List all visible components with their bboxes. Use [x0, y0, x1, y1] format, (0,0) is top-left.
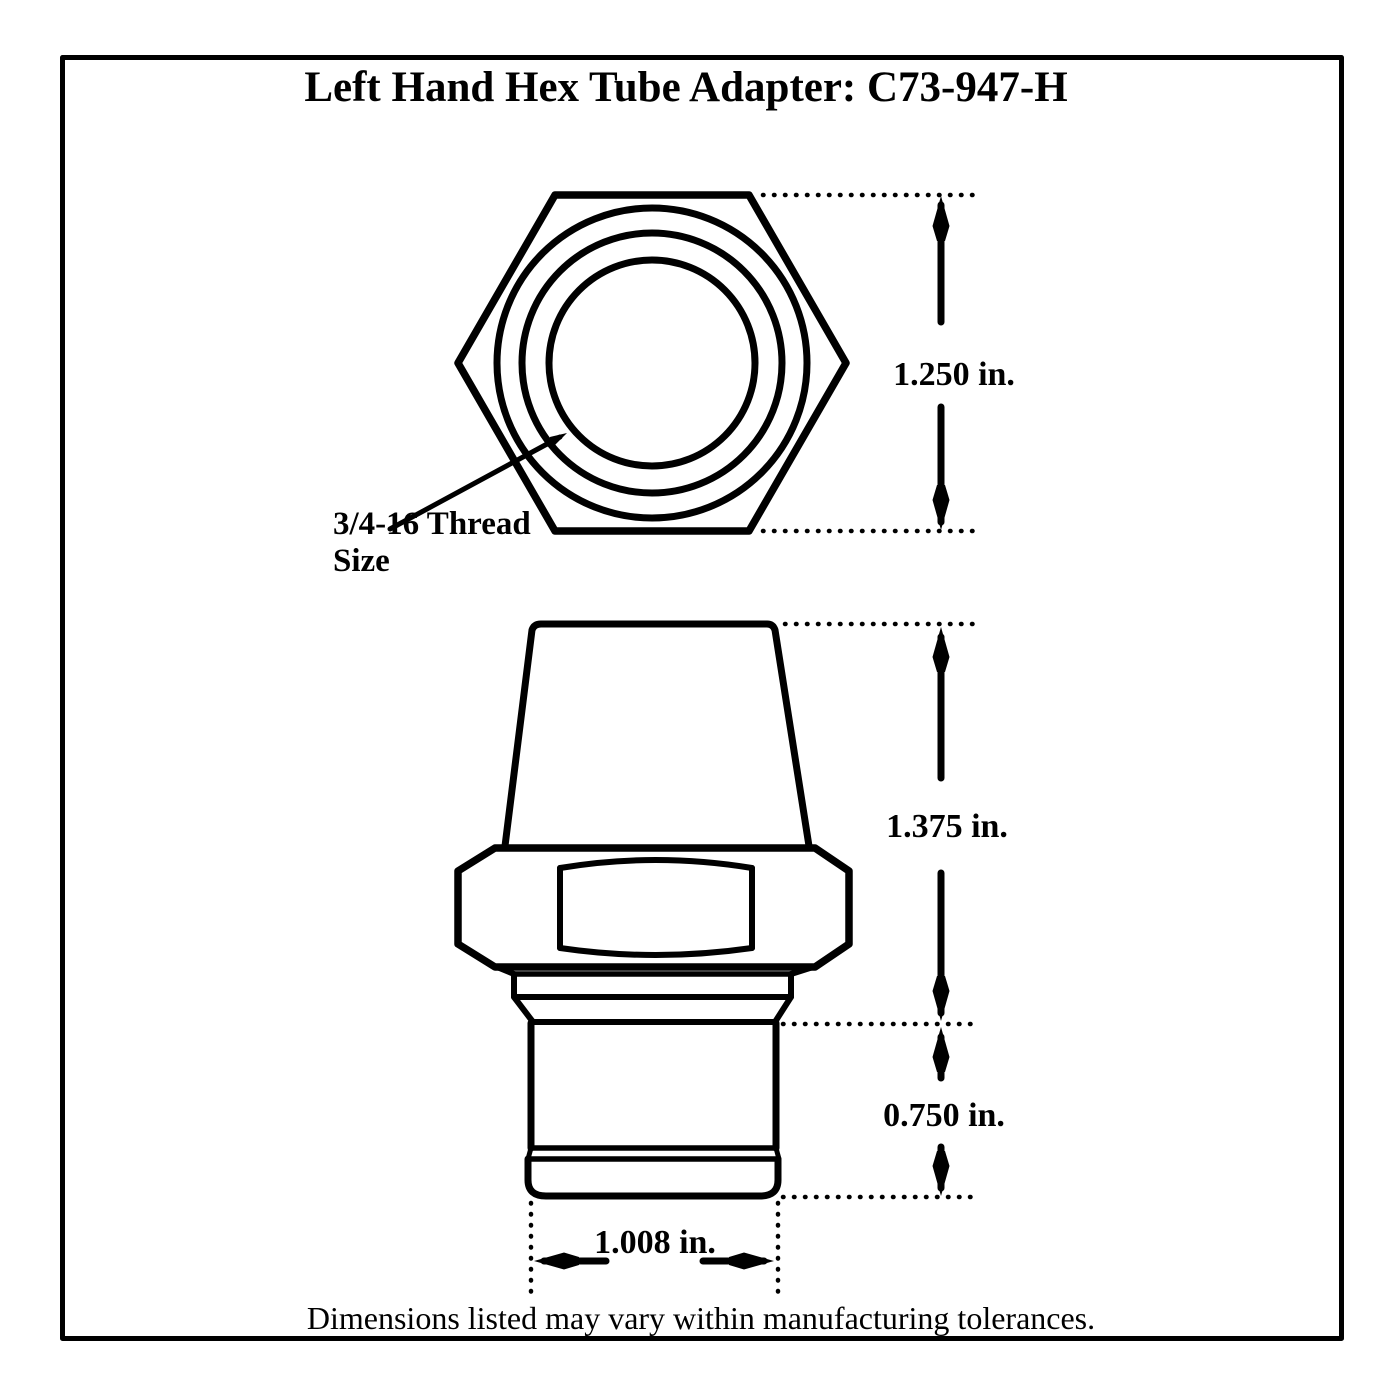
hex-flats-dimension-label: 1.250 in.: [893, 356, 1015, 393]
hex-face-arc-top: [560, 860, 752, 868]
side-view: [458, 624, 1008, 1297]
thread-size-label-line1: 3/4-16 Thread: [333, 506, 531, 542]
top-view: [333, 195, 1015, 579]
tube-length-dimension-label: 0.750 in.: [883, 1097, 1005, 1134]
tapered-body-outline: [505, 624, 809, 846]
tube-length-dimension: [883, 1027, 1005, 1196]
thread-minor-circle: [549, 260, 755, 466]
thread-size-label-line2: Size: [333, 543, 390, 579]
thread-major-circle: [522, 233, 782, 493]
outer-chamfer-circle: [497, 208, 807, 518]
body-length-dimension: [886, 627, 1008, 1021]
tube-end-bottom-outline: [528, 1159, 778, 1196]
hex-face-arc-bottom: [560, 948, 752, 955]
tolerance-note: Dimensions listed may vary within manufacturing tolerances.: [306, 1300, 1096, 1336]
body-length-dimension-label: 1.375 in.: [886, 808, 1008, 845]
hex-flats-dimension: [893, 196, 1015, 530]
tube-diameter-dimension-label: 1.008 in.: [594, 1224, 716, 1261]
tube-diameter-dimension: [534, 1224, 774, 1270]
drawing-title: Left Hand Hex Tube Adapter: C73-947-H: [304, 64, 1068, 111]
dimension-arrowhead-down: [933, 976, 950, 1021]
dimension-arrowhead-right: [729, 1253, 774, 1270]
dimension-arrowhead-down: [933, 485, 950, 530]
hex-outline: [458, 195, 846, 531]
hex-profile-outline: [458, 848, 849, 967]
dimension-arrowhead-down: [933, 1151, 950, 1196]
